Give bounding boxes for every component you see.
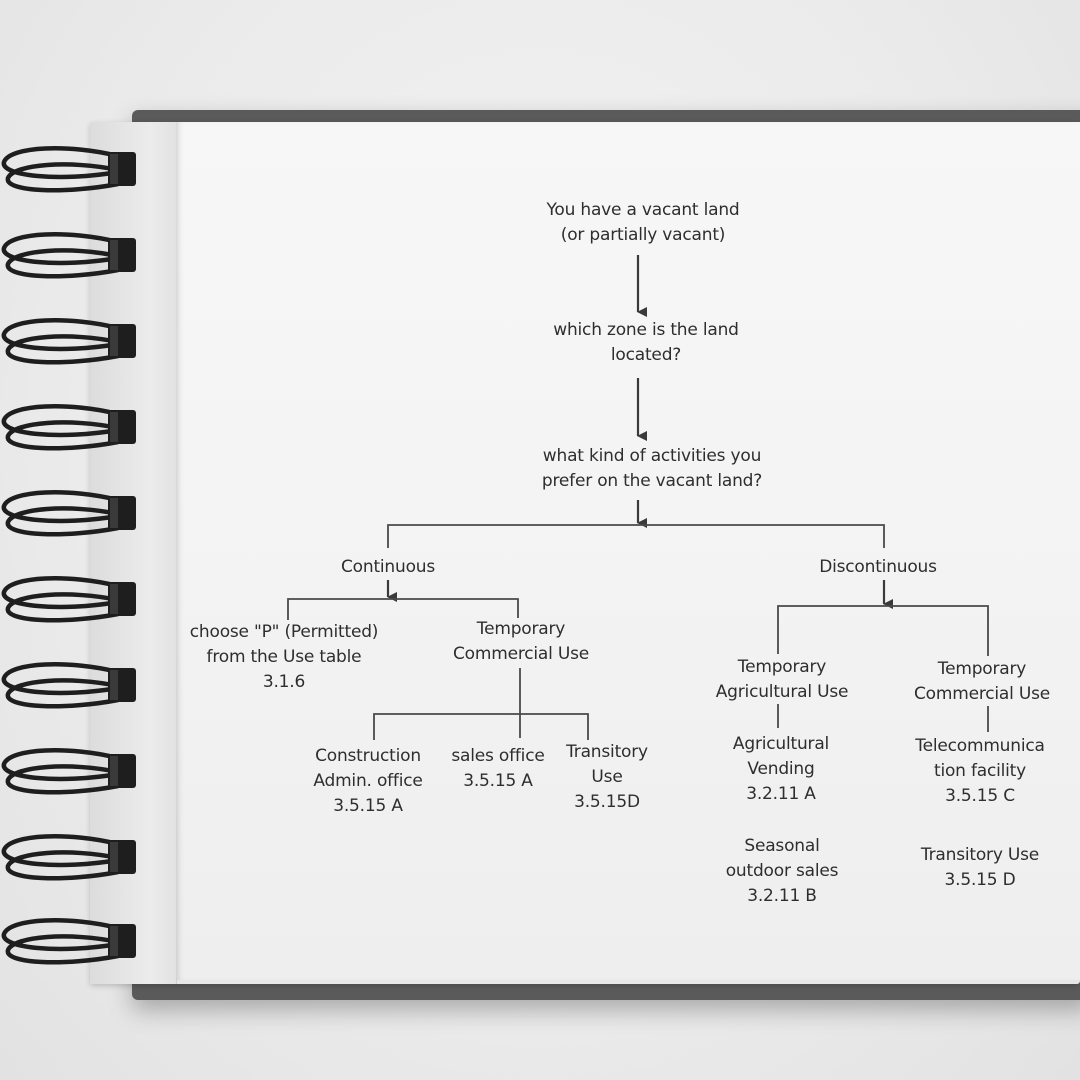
permitted-node (190, 620, 378, 695)
permitted-line-1: choose "P" (Permitted) (189, 622, 379, 642)
transitory-c-line-2: Use (591, 767, 623, 787)
vending-line-3: 3.2.11 A (746, 784, 816, 804)
temp-commercial-c-line-2: Commercial Use (452, 644, 590, 664)
telecom-line-3: 3.5.15 C (945, 786, 1015, 806)
transitory-d-line-1: Transitory Use (920, 845, 1040, 865)
start-node (546, 198, 739, 248)
temp-commercial-c-line-1: Temporary (476, 619, 566, 639)
sales-office-line-1: sales office (451, 746, 545, 766)
continuous-label: Continuous (340, 557, 436, 577)
telecom-line-1: Telecommunica (915, 736, 1045, 756)
split-bar-temp-commercial (374, 714, 588, 740)
construction-office-node (313, 744, 422, 819)
permitted-line-3: 3.1.6 (262, 672, 306, 692)
start-line-1: You have a vacant land (546, 200, 740, 220)
vending-line-2: Vending (747, 759, 815, 779)
construction-line-2: Admin. office (313, 771, 423, 791)
seasonal-line-1: Seasonal (744, 836, 820, 856)
temp-agricultural-line-2: Agricultural Use (715, 682, 849, 702)
construction-line-1: Construction (315, 746, 421, 766)
telecom-line-2: tion facility (933, 761, 1027, 781)
construction-line-3: 3.5.15 A (333, 796, 403, 816)
transitory-continuous-node (566, 740, 648, 815)
seasonal-line-3: 3.2.11 B (747, 886, 817, 906)
transitory-d-line-2: 3.5.15 D (944, 870, 1016, 890)
sales-office-node (451, 744, 544, 794)
split-bar-main (388, 525, 884, 548)
telecom-facility-node (915, 734, 1044, 809)
sales-office-line-2: 3.5.15 A (463, 771, 533, 791)
activities-question-line-2: prefer on the vacant land? (541, 471, 763, 491)
seasonal-line-2: outdoor sales (725, 861, 839, 881)
temp-agricultural-line-1: Temporary (737, 657, 827, 677)
temp-commercial-d-line-2: Commercial Use (913, 684, 1051, 704)
activities-question-node (542, 444, 762, 494)
discontinuous-label: Discontinuous (819, 557, 937, 577)
agricultural-vending-node (733, 732, 829, 807)
discontinuous-node (819, 555, 937, 580)
permitted-line-2: from the Use table (206, 647, 362, 667)
temp-commercial-d-line-1: Temporary (937, 659, 1027, 679)
temp-commercial-discontinuous-node (914, 657, 1050, 707)
zone-question-line-1: which zone is the land (553, 320, 739, 340)
split-bar-discontinuous (778, 606, 988, 656)
temp-commercial-continuous-node (453, 617, 589, 667)
vending-line-1: Agricultural (732, 734, 830, 754)
zone-question-node (553, 318, 738, 368)
seasonal-sales-node (726, 834, 839, 909)
transitory-c-line-1: Transitory (566, 742, 648, 762)
temp-agricultural-node (716, 655, 849, 705)
start-line-2: (or partially vacant) (560, 225, 726, 245)
transitory-c-line-3: 3.5.15D (574, 792, 640, 812)
activities-question-line-1: what kind of activities you (542, 446, 762, 466)
zone-question-line-2: located? (610, 345, 682, 365)
transitory-discontinuous-node (921, 843, 1039, 893)
continuous-node (341, 555, 435, 580)
